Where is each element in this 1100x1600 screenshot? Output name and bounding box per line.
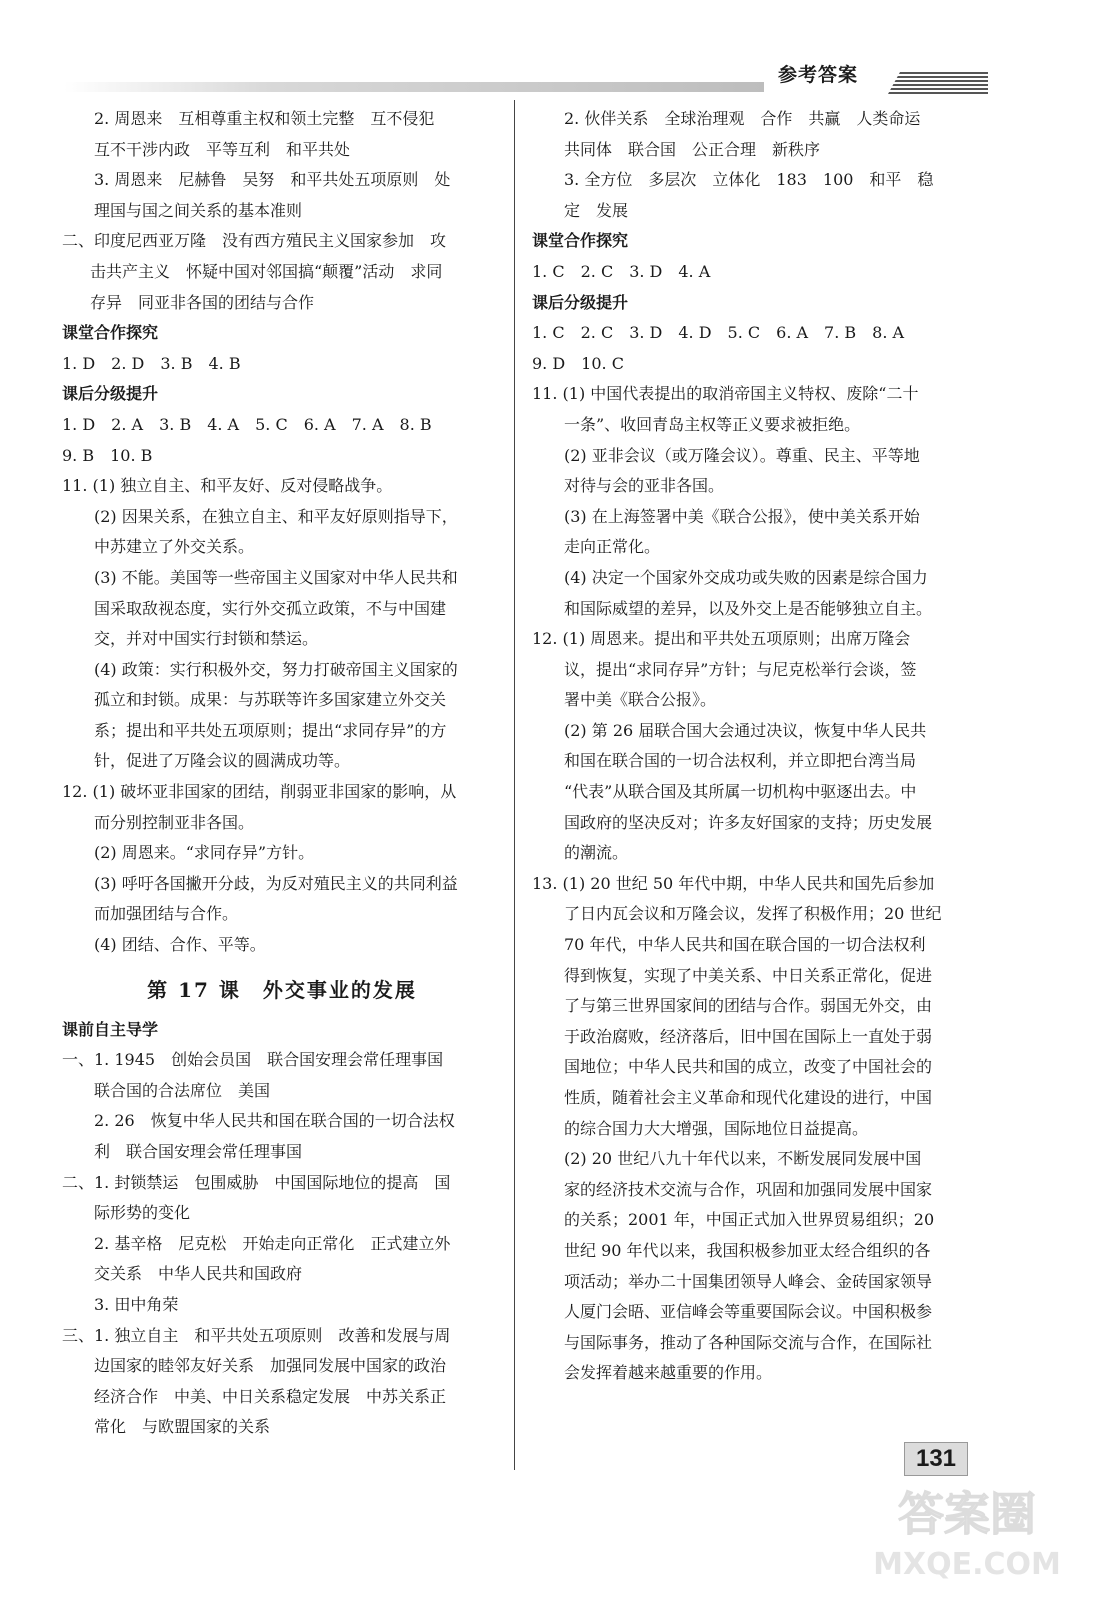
answer-line: 2. 26 恢复中华人民共和国在联合国的一切合法权 (94, 1111, 455, 1131)
answer-line: 国政府的坚决反对；许多友好国家的支持；历史发展 (564, 812, 933, 832)
header-title: 参考答案 (778, 64, 859, 86)
answer-line: 而加强团结与合作。 (94, 904, 239, 924)
answer-line: 国采取敌视态度，实行外交孤立政策，不与中国建 (94, 598, 447, 618)
answer-line: 的综合国力大大增强，国际地位日益提高。 (564, 1118, 869, 1138)
left-answers-block (62, 104, 502, 961)
column-divider (514, 100, 515, 1470)
answer-line: 性质，随着社会主义革命和现代化建设的进行，中国 (564, 1088, 933, 1107)
answer-line: (4) 决定一个国家外交成功或失败的因素是综合国力 (564, 567, 928, 587)
answer-line: 9. B 10. B (62, 445, 153, 465)
answer-line: “代表”从联合国及其所属一切机构中驱逐出去。中 (564, 782, 917, 802)
right-answers-block (532, 104, 982, 1389)
answer-line: 联合国的合法席位 美国 (94, 1080, 271, 1100)
section-heading: 课堂合作探究 (62, 323, 159, 343)
answer-line: 与国际事务，推动了各种国际交流与合作，在国际社 (564, 1332, 933, 1352)
answer-line: (3) 呼吁各国撇开分歧，为反对殖民主义的共同利益 (94, 873, 458, 893)
answer-line: 11. (1) 独立自主、和平友好、反对侵略战争。 (62, 476, 393, 496)
answer-line: 2. 伙伴关系 全球治理观 合作 共赢 人类命运 (564, 109, 921, 128)
answer-line: 1. C 2. C 3. D 4. A (532, 261, 711, 281)
right-column (532, 104, 982, 1389)
answer-line: 际形势的变化 (94, 1203, 191, 1223)
answer-line: (2) 因果关系，在独立自主、和平友好原则指导下， (94, 506, 458, 526)
section-heading: 课堂合作探究 (532, 231, 629, 251)
section-heading: 课后分级提升 (62, 384, 159, 404)
answer-line: 70 年代，中华人民共和国在联合国的一切合法权利 (564, 935, 926, 955)
answer-line: 和国际威望的差异，以及外交上是否能够独立自主。 (564, 598, 933, 618)
answer-line: (2) 20 世纪八九十年代以来，不断发展同发展中国 (564, 1149, 922, 1169)
answer-line: 对待与会的亚非各国。 (564, 476, 725, 496)
answer-line: 共同体 联合国 公正合理 新秩序 (564, 139, 821, 159)
answer-line: (2) 第 26 届联合国大会通过决议，恢复中华人民共 (564, 720, 927, 740)
answer-line: 人厦门会晤、亚信峰会等重要国际会议。中国积极参 (564, 1302, 933, 1322)
section-heading: 课前自主导学 (62, 1019, 159, 1039)
answer-line: 1. C 2. C 3. D 4. D 5. C 6. A 7. B 8. A (532, 323, 905, 343)
answer-line: 2. 周恩来 互相尊重主权和领土完整 互不侵犯 (94, 109, 435, 128)
answer-line: 得到恢复，实现了中美关系、中日关系正常化，促进 (564, 965, 933, 985)
answer-line: (4) 团结、合作、平等。 (94, 935, 266, 955)
answer-line: (3) 在上海签署中美《联合公报》，使中美关系开始 (564, 506, 920, 526)
header-stripes (888, 72, 988, 94)
answer-line: (3) 不能。美国等一些帝国主义国家对中华人民共和 (94, 567, 458, 587)
answer-line: 存异 同亚非各国的团结与合作 (90, 292, 315, 312)
answer-line: 一条”、收回青岛主权等正义要求被拒绝。 (564, 414, 861, 434)
answer-line: 互不干涉内政 平等互利 和平共处 (94, 139, 351, 159)
answer-line: 3. 周恩来 尼赫鲁 吴努 和平共处五项原则 处 (94, 170, 451, 190)
answer-line: 12. (1) 周恩来。提出和平共处五项原则；出席万隆会 (532, 629, 911, 649)
answer-line: 2. 基辛格 尼克松 开始走向正常化 正式建立外 (94, 1233, 451, 1253)
answer-line: 国地位；中华人民共和国的成立，改变了中国社会的 (564, 1057, 933, 1077)
answer-line: 3. 田中角荣 (94, 1294, 179, 1314)
left-column (62, 104, 502, 1443)
answer-line: 经济合作 中美、中日关系稳定发展 中苏关系正 (94, 1386, 447, 1406)
answer-line: (2) 亚非会议（或万隆会议）。尊重、民主、平等地 (564, 445, 920, 465)
answer-line: 针，促进了万隆会议的圆满成功等。 (94, 751, 351, 771)
answer-line: (4) 政策：实行积极外交，努力打破帝国主义国家的 (94, 659, 458, 679)
answer-line: 一、1. 1945 创始会员国 联合国安理会常任理事国 (62, 1050, 444, 1070)
answer-line: 署中美《联合公报》。 (564, 690, 717, 710)
answer-line: 1. D 2. D 3. B 4. B (62, 353, 241, 373)
answer-line: 二、1. 封锁禁运 包围威胁 中国国际地位的提高 国 (62, 1172, 451, 1192)
answer-line: 9. D 10. C (532, 353, 624, 373)
answer-line: 13. (1) 20 世纪 50 年代中期，中华人民共和国先后参加 (532, 873, 935, 893)
answer-line: 了日内瓦会议和万隆会议，发挥了积极作用；20 世纪 (564, 904, 942, 924)
answer-line: 3. 全方位 多层次 立体化 183 100 和平 稳 (564, 170, 934, 190)
answer-line: 定 发展 (564, 200, 629, 220)
watermark-top-text: 答案圈 (898, 1487, 1036, 1541)
header-rule (64, 82, 764, 92)
answer-line: 会发挥着越来越重要的作用。 (564, 1363, 773, 1383)
answer-line: 交，并对中国实行封锁和禁运。 (94, 629, 319, 649)
watermark-logo (852, 1478, 1082, 1588)
answer-line: 项活动；举办二十国集团领导人峰会、金砖国家领导 (564, 1271, 933, 1291)
answer-line: 1. D 2. A 3. B 4. A 5. C 6. A 7. A 8. B (62, 414, 432, 434)
answer-line: 中苏建立了外交关系。 (94, 537, 255, 557)
answer-line: 常化 与欧盟国家的关系 (94, 1417, 271, 1437)
answer-line: 利 联合国安理会常任理事国 (94, 1142, 303, 1161)
answer-line: 的潮流。 (564, 843, 629, 863)
section-heading: 课后分级提升 (532, 292, 629, 312)
answer-line: 系；提出和平共处五项原则；提出“求同存异”的方 (94, 720, 447, 740)
answer-line: 孤立和封锁。成果：与苏联等许多国家建立外交关 (94, 690, 447, 710)
left-lesson-answers-block (62, 1015, 502, 1443)
answer-line: 了与第三世界国家间的团结与合作。弱国无外交，由 (564, 996, 933, 1016)
answer-line: 走向正常化。 (564, 537, 661, 557)
answer-line: 于政治腐败，经济落后，旧中国在国际上一直处于弱 (564, 1026, 933, 1046)
answer-line: 世纪 90 年代以来，我国积极参加亚太经合组织的各 (564, 1240, 931, 1260)
answer-line: 边国家的睦邻友好关系 加强同发展中国家的政治 (94, 1356, 447, 1376)
answer-line: 的关系；2001 年，中国正式加入世界贸易组织；20 (564, 1210, 935, 1230)
answer-line: 议，提出“求同存异”方针；与尼克松举行会谈，签 (564, 659, 917, 679)
page-number: 131 (904, 1442, 968, 1476)
answer-line: 12. (1) 破坏亚非国家的团结，削弱亚非国家的影响，从 (62, 782, 457, 802)
answer-line: 11. (1) 中国代表提出的取消帝国主义特权、废除“二十 (532, 384, 919, 404)
answer-line: 而分别控制亚非各国。 (94, 812, 255, 832)
answer-line: 三、1. 独立自主 和平共处五项原则 改善和发展与周 (62, 1325, 451, 1345)
watermark-bottom-text: MXQE.COM (873, 1547, 1061, 1582)
answer-line: 和国在联合国的一切合法权利，并立即把台湾当局 (564, 751, 917, 771)
answer-line: (2) 周恩来。“求同存异”方针。 (94, 843, 315, 863)
answer-line: 交关系 中华人民共和国政府 (94, 1264, 303, 1284)
answer-line: 家的经济技术交流与合作，巩固和加强同发展中国家 (564, 1179, 933, 1199)
answer-line: 击共产主义 怀疑中国对邻国搞“颠覆”活动 求同 (90, 261, 443, 281)
answer-line: 二、印度尼西亚万隆 没有西方殖民主义国家参加 攻 (62, 231, 447, 251)
lesson-title: 第 17 课 外交事业的发展 (147, 977, 417, 1002)
answer-line: 理国与国之间关系的基本准则 (94, 200, 303, 220)
